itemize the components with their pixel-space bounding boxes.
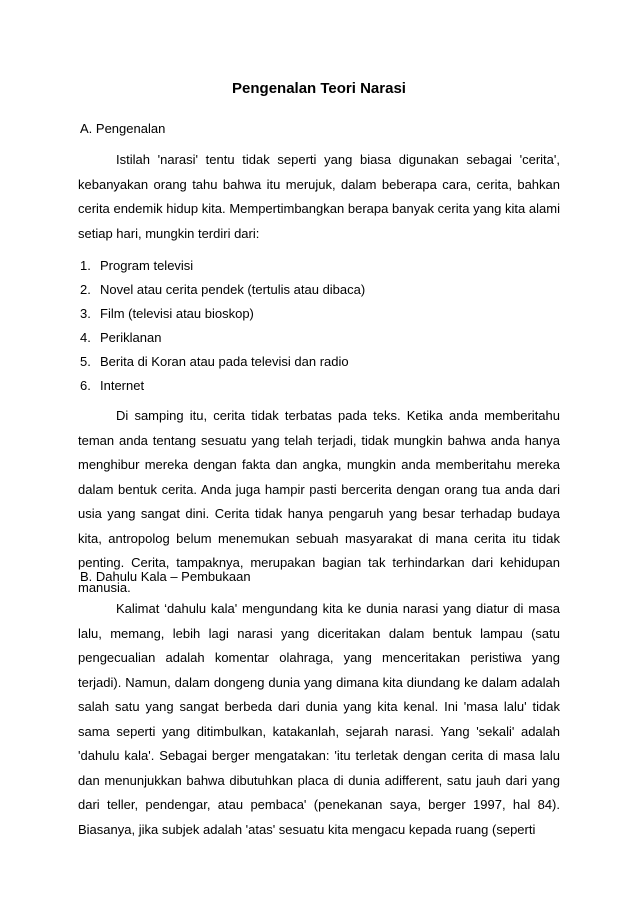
list-item: 5. Berita di Koran atau pada televisi dan radio [80,354,349,369]
section-b-heading: B. Dahulu Kala – Pembukaan [80,569,251,584]
section-b-paragraph: Kalimat ‘dahulu kala' mengundang kita ke dunia narasi yang diatur di masa lalu, memang, lebih lagi narasi yang diceritakan dalam bentuk lampau (satu pengecualian adalah komentar olahraga, yang menceritakan peristiwa yang terjadi). Namun, dalam dongeng dunia yang dimana kita diundang ke dalam adalah salah satu yang sangat berbeda dari dunia yang kita kenal. Ini 'masa lalu' tidak sama seperti yang ditimbulkan, katakanlah, sejarah narasi. Yang 'sekali' adalah 'dahulu kala'. Sebagai berger mengatakan: 'itu terletak dengan cerita di masa lalu dan menunjukkan bahwa dibutuhkan placa di dunia adifferent, satu jauh dari yang dari teller, pendengar, atau pembaca' (penekanan saya, berger 1997, hal 84). Biasanya, jika subjek adalah 'atas' sesuatu kita mengacu kepada ruang (seperti [78,601,560,837]
section-a-paragraph-2: Di samping itu, cerita tidak terbatas pada teks. Ketika anda memberitahu teman anda tentang sesuatu yang telah terjadi, tidak mungkin bahwa anda hanya menghibur mereka dengan fakta dan angka, mungkin anda memberitahu mereka dalam bentuk cerita. Anda juga hampir pasti bercerita dengan orang tua anda dari usia yang sangat dini. Cerita tidak hanya pengaruh yang besar terhadap budaya kita, antropolog belum menemukan sebuah masyarakat di mana cerita itu tidak penting. Cerita, tampaknya, merupakan bagian tak terhindarkan dari kehidupan manusia. [78,408,560,595]
list-item: 2. Novel atau cerita pendek (tertulis atau dibaca) [80,282,366,297]
list-item: 3. Film (televisi atau bioskop) [80,306,254,321]
section-a-heading: A. Pengenalan [80,121,166,136]
document-title: Pengenalan Teori Narasi [232,80,406,97]
list-item: 1. Program televisi [80,258,194,273]
list-item: 6. Internet [80,378,145,393]
section-a-intro-paragraph: Istilah 'narasi' tentu tidak seperti yang biasa digunakan sebagai 'cerita', kebanyakan orang tahu bahwa itu merujuk, dalam beberapa cara, cerita, bahkan cerita endemik hidup kita. Mempertimbangkan berapa banyak cerita yang kita alami setiap hari, mungkin terdiri dari: [78,152,560,241]
media-list [80,254,365,398]
list-item: 4. Periklanan [80,330,162,345]
